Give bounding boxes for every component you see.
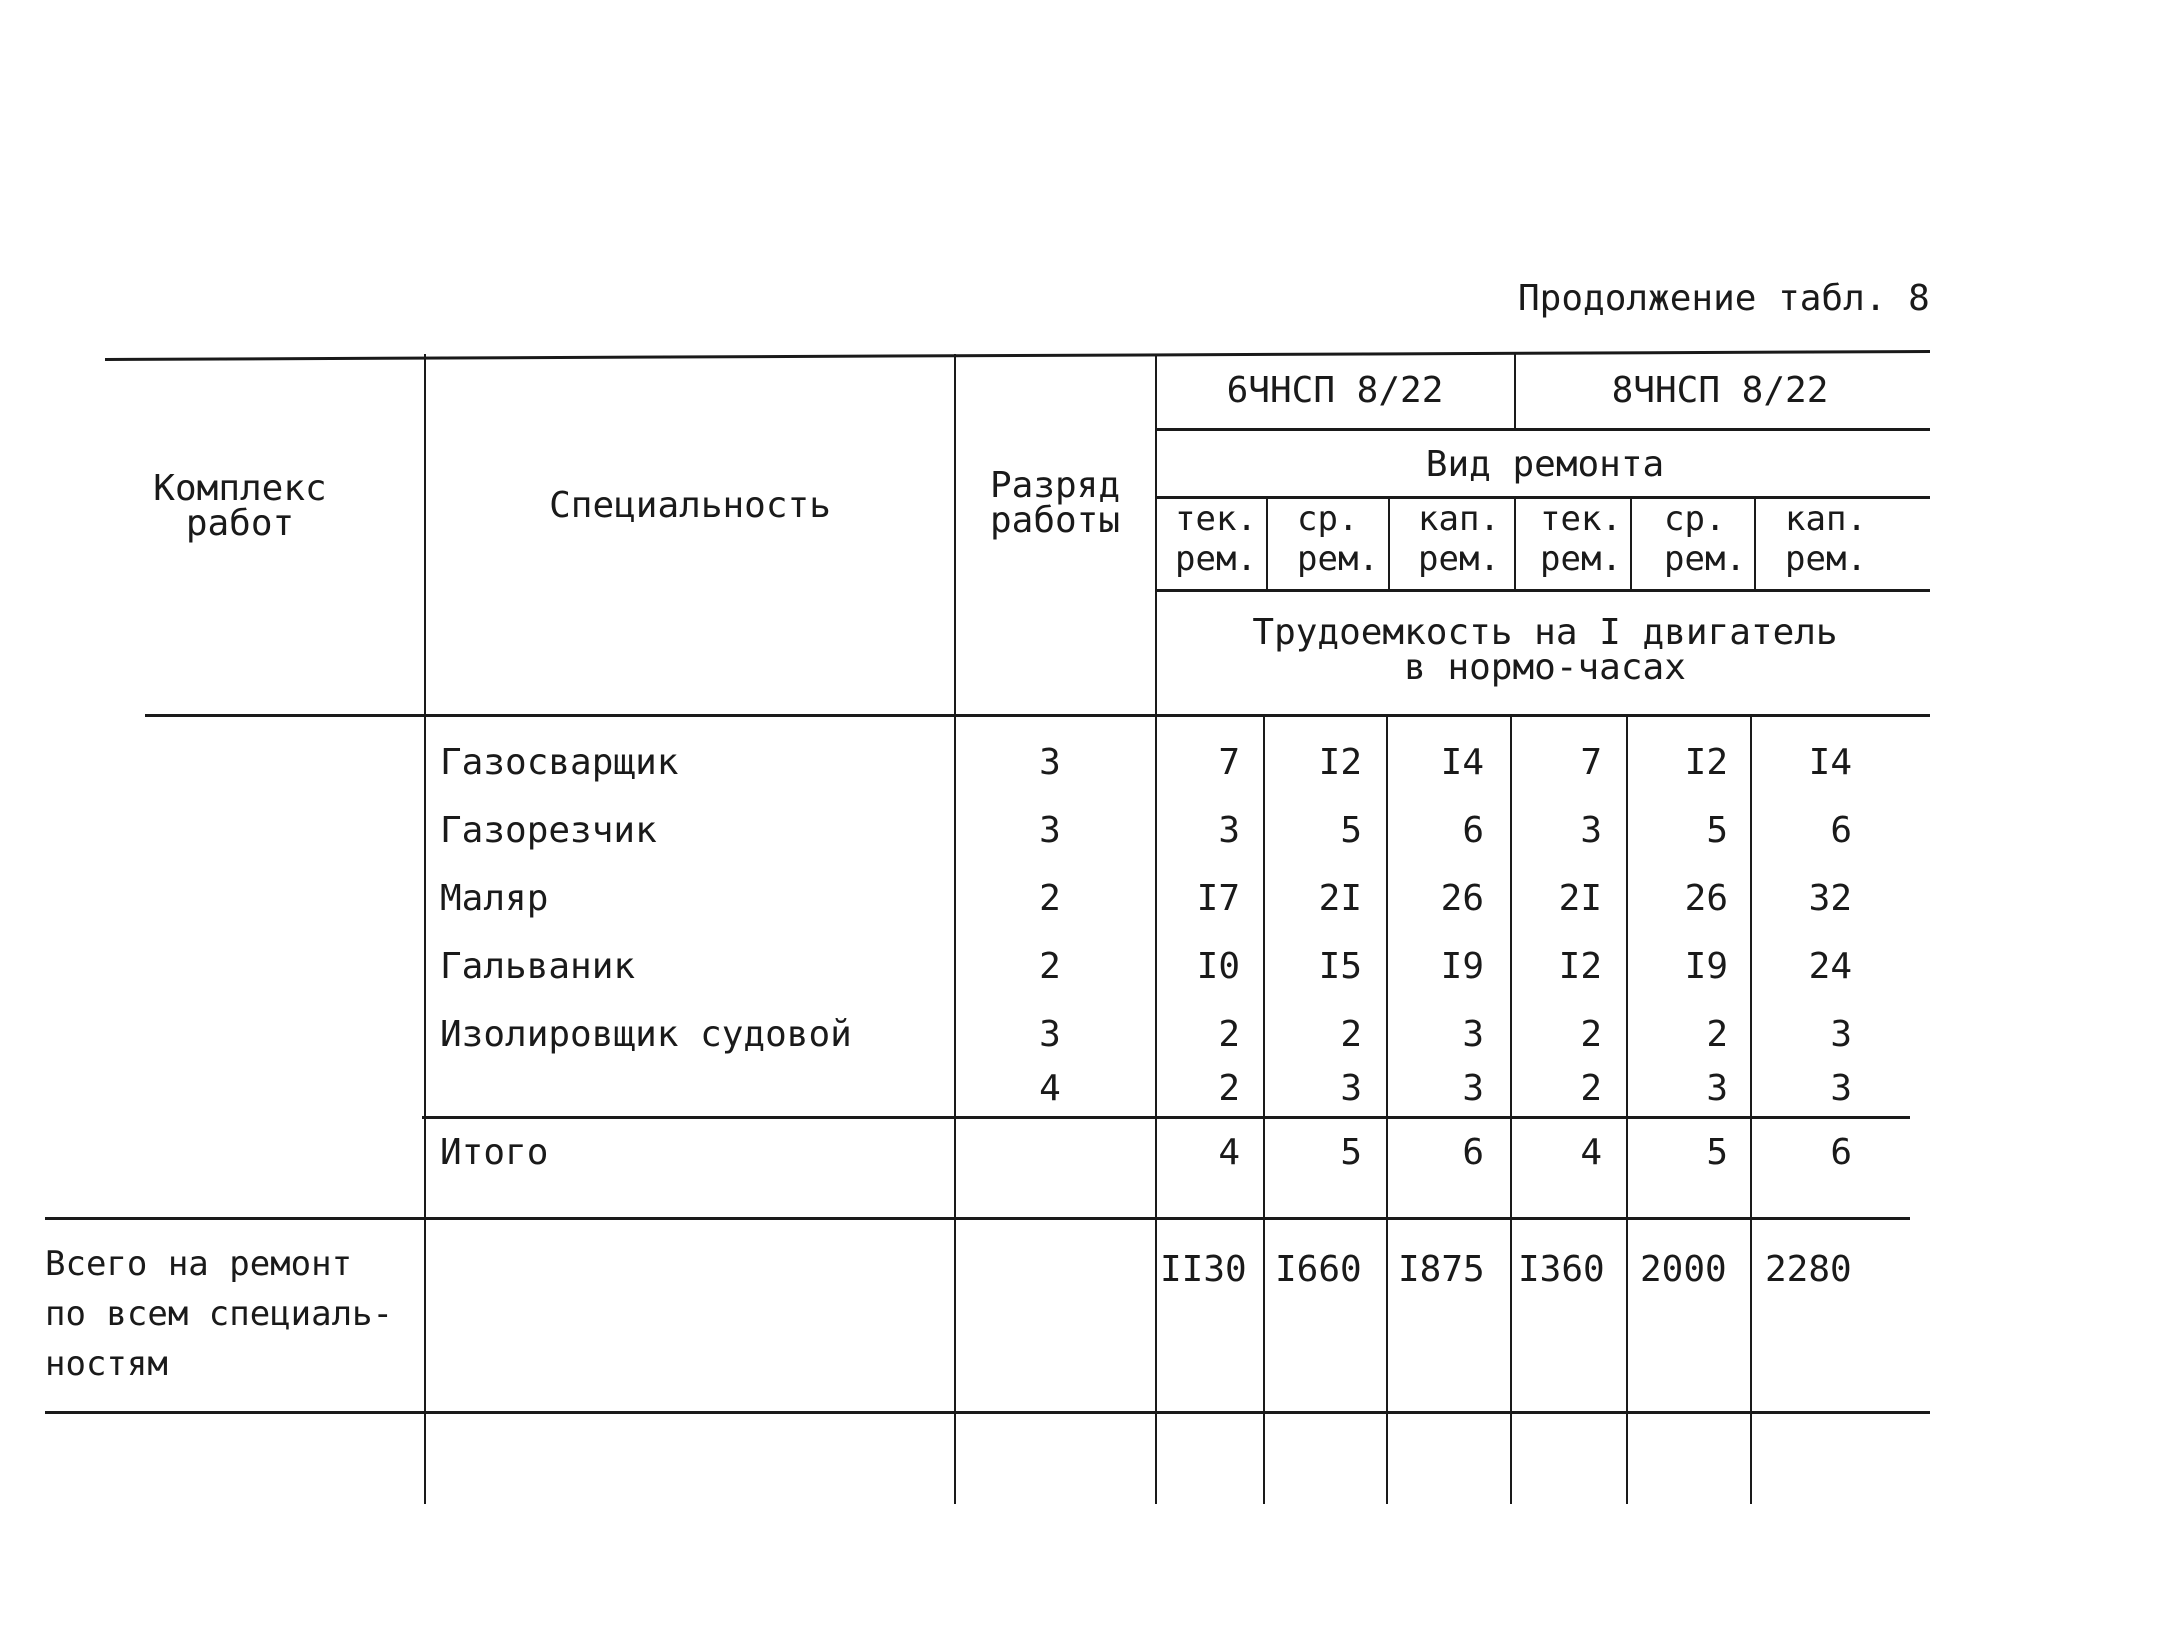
value-cell: 3 [1580, 810, 1602, 851]
value-cell: I2 [1558, 946, 1602, 987]
sub-header-1b: рем. [1175, 539, 1257, 579]
sub-header-5a: ср. [1664, 499, 1726, 539]
labor-header-1: Трудоемкость на I двигатель [1252, 612, 1838, 653]
vline-b2 [1386, 714, 1388, 1504]
vline-c4 [1630, 496, 1632, 590]
header-engine-8: 8ЧНСП 8/22 [1611, 370, 1829, 411]
grade-cell: 3 [1039, 1014, 1061, 1055]
value-cell: 6 [1830, 810, 1852, 851]
value-cell: 26 [1440, 878, 1484, 919]
value-cell: 26 [1684, 878, 1728, 919]
total-value-cell: 5 [1706, 1132, 1728, 1173]
value-cell: I5 [1318, 946, 1362, 987]
vline-values [1155, 354, 1157, 1504]
value-cell: 7 [1580, 742, 1602, 783]
grade-cell: 4 [1039, 1068, 1061, 1109]
sub-header-6b: рем. [1785, 539, 1867, 579]
grand-total-value-cell: II30 [1160, 1249, 1247, 1290]
grand-total-label-2: по всем специаль- [45, 1294, 393, 1334]
rule-sub [1157, 589, 1930, 592]
sub-header-4b: рем. [1540, 539, 1622, 579]
labor-header-2: в нормо-часах [1404, 647, 1686, 688]
value-cell: 3 [1830, 1068, 1852, 1109]
total-value-cell: 4 [1580, 1132, 1602, 1173]
grade-cell: 3 [1039, 742, 1061, 783]
value-cell: 3 [1706, 1068, 1728, 1109]
vline-specialty [424, 354, 426, 1504]
value-cell: 3 [1462, 1068, 1484, 1109]
value-cell: 32 [1808, 878, 1852, 919]
header-grade-1: Разряд [989, 465, 1121, 506]
rule-top [105, 350, 1930, 361]
value-cell: 5 [1340, 810, 1362, 851]
sub-header-6a: кап. [1785, 499, 1867, 539]
value-cell: 6 [1462, 810, 1484, 851]
value-cell: I2 [1318, 742, 1362, 783]
specialty-cell: Газорезчик [440, 810, 657, 851]
grand-total-value-cell: I360 [1518, 1249, 1605, 1290]
value-cell: I0 [1196, 946, 1240, 987]
value-cell: 2 [1580, 1014, 1602, 1055]
value-cell: 2 [1580, 1068, 1602, 1109]
rule-total [422, 1116, 1910, 1119]
value-cell: 24 [1808, 946, 1852, 987]
grand-total-value-cell: 2000 [1640, 1249, 1727, 1290]
header-engine-6: 6ЧНСП 8/22 [1226, 370, 1444, 411]
vline-engine-split [1514, 354, 1516, 428]
value-cell: 2I [1558, 878, 1602, 919]
sub-header-4a: тек. [1540, 499, 1622, 539]
vline-c5 [1754, 496, 1756, 590]
value-cell: I2 [1684, 742, 1728, 783]
specialty-cell: Изолировщик судовой [440, 1014, 852, 1055]
header-grade-2: работы [989, 500, 1121, 541]
vline-b5 [1750, 714, 1752, 1504]
value-cell: 7 [1218, 742, 1240, 783]
vline-b1 [1263, 714, 1265, 1504]
specialty-cell: Газосварщик [440, 742, 679, 783]
total-label: Итого [440, 1132, 549, 1173]
grade-cell: 2 [1039, 946, 1061, 987]
total-value-cell: 6 [1830, 1132, 1852, 1173]
value-cell: I4 [1808, 742, 1852, 783]
rule-header-bottom [145, 714, 1930, 717]
vline-b3 [1510, 714, 1512, 1504]
value-cell: 2 [1218, 1068, 1240, 1109]
sub-header-1a: тек. [1175, 499, 1257, 539]
sub-header-2b: рем. [1297, 539, 1379, 579]
grand-total-value-cell: 2280 [1765, 1249, 1852, 1290]
header-specialty: Специальность [549, 485, 831, 526]
value-cell: 3 [1462, 1014, 1484, 1055]
vline-c1 [1266, 496, 1268, 590]
value-cell: 2 [1706, 1014, 1728, 1055]
header-complex-1: Комплекс [153, 468, 327, 509]
grand-total-label-1: Всего на ремонт [45, 1244, 353, 1284]
sub-header-5b: рем. [1664, 539, 1746, 579]
vline-c3 [1514, 496, 1516, 590]
sub-header-2a: ср. [1297, 499, 1359, 539]
grade-cell: 2 [1039, 878, 1061, 919]
total-value-cell: 4 [1218, 1132, 1240, 1173]
grade-cell: 3 [1039, 810, 1061, 851]
total-value-cell: 6 [1462, 1132, 1484, 1173]
value-cell: 5 [1706, 810, 1728, 851]
table-caption: Продолжение табл. 8 [1518, 278, 1930, 319]
rule-grand-total-top [45, 1217, 1910, 1220]
value-cell: 3 [1218, 810, 1240, 851]
vline-c2 [1388, 496, 1390, 590]
value-cell: 3 [1830, 1014, 1852, 1055]
value-cell: I9 [1440, 946, 1484, 987]
value-cell: 2 [1340, 1014, 1362, 1055]
value-cell: 2I [1318, 878, 1362, 919]
rule-bottom [45, 1411, 1930, 1414]
total-value-cell: 5 [1340, 1132, 1362, 1173]
sub-header-3a: кап. [1418, 499, 1500, 539]
specialty-cell: Маляр [440, 878, 549, 919]
header-repair-type: Вид ремонта [1425, 444, 1665, 485]
sub-header-3b: рем. [1418, 539, 1500, 579]
header-complex-2: работ [185, 503, 295, 544]
rule-engine [1157, 428, 1930, 431]
value-cell: I9 [1684, 946, 1728, 987]
vline-grade [954, 354, 956, 1504]
grand-total-value-cell: I660 [1275, 1249, 1362, 1290]
grand-total-value-cell: I875 [1398, 1249, 1485, 1290]
value-cell: 3 [1340, 1068, 1362, 1109]
grand-total-label-3: ностям [45, 1344, 168, 1384]
specialty-cell: Гальваник [440, 946, 636, 987]
value-cell: 2 [1218, 1014, 1240, 1055]
value-cell: I7 [1196, 878, 1240, 919]
value-cell: I4 [1440, 742, 1484, 783]
vline-b4 [1626, 714, 1628, 1504]
